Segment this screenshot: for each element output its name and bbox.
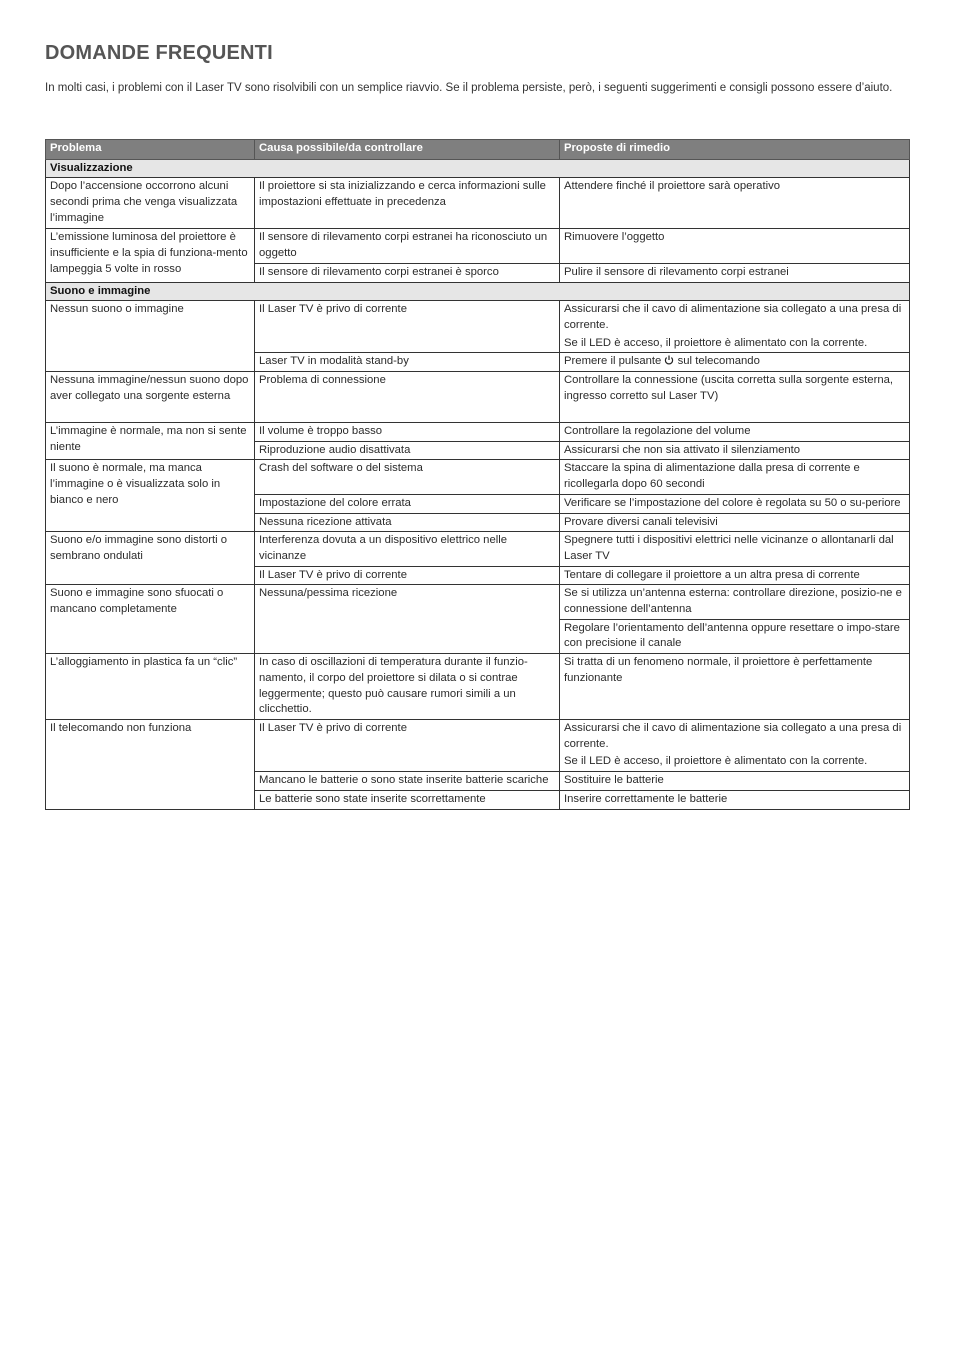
cause-cell: Il Laser TV è privo di corrente [255,301,560,353]
problem-cell: Nessuna immagine/nessun suono dopo aver collegato una sorgente esterna [46,372,255,423]
problem-cell: L’alloggiamento in plastica fa un “clic” [46,654,255,720]
remedy-cell: Inserire correttamente le batterie [560,790,910,809]
cause-cell: Il volume è troppo basso [255,423,560,442]
table-row [46,585,910,619]
remedy-cell: Pulire il sensore di rilevamento corpi estranei [560,263,910,282]
section-label: Visualizzazione [46,159,910,178]
remedy-cell: Controllare la regolazione del volume [560,423,910,442]
remedy-cell: Si tratta di un fenomeno normale, il proiettore è perfettamente funzionante [560,654,910,720]
cause-cell: Impostazione del colore errata [255,494,560,513]
table-header-row [46,140,910,160]
page-title: DOMANDE FREQUENTI [45,42,273,64]
cause-cell: Il Laser TV è privo di corrente [255,566,560,585]
cause-cell: Nessuna/pessima ricezione [255,585,560,654]
remedy-cell: Spegnere tutti i dispositivi elettrici nelle vicinanze o allontanarli dal Laser TV [560,532,910,566]
table-row [46,372,910,423]
remedy-text: Assicurarsi che il cavo di alimentazione sia collegato a una presa di corrente. [564,303,902,331]
header-remedy: Proposte di rimedio [560,140,910,160]
cause-cell: Mancano le batterie o sono state inserite batterie scariche [255,772,560,791]
cause-cell: Il proiettore si sta inizializzando e cerca informazioni sulle impostazioni effettuate in precedenza [255,178,560,229]
cause-cell: In caso di oscillazioni di temperatura durante il funzio-namento, il corpo del proiettore si dilata o si contrae leggermente; questo può causare rumori simili a un clicchettio. [255,654,560,720]
problem-cell: L’emissione luminosa del proiettore è insufficiente e la spia di funziona-mento lampeggia 5 volte in rosso [46,229,255,282]
remedy-cell: Staccare la spina di alimentazione dalla presa di corrente e ricollegarla dopo 60 secondi [560,460,910,494]
cause-cell: Il sensore di rilevamento corpi estranei è sporco [255,263,560,282]
problem-cell: L’immagine è normale, ma non si sente niente [46,423,255,460]
table-row [46,719,910,771]
header-cause: Causa possibile/da controllare [255,140,560,160]
remedy-cell [560,301,910,353]
table-row [46,229,910,263]
header-problem: Problema [46,140,255,160]
cause-cell: Il Laser TV è privo di corrente [255,719,560,771]
remedy-text: sul telecomando [677,355,760,368]
remedy-cell [560,719,910,771]
remedy-text: Assicurarsi che il cavo di alimentazione sia collegato a una presa di corrente. [564,721,902,750]
problem-cell: Nessun suono o immagine [46,301,255,372]
remedy-cell: Tentare di collegare il proiettore a un altra presa di corrente [560,566,910,585]
remedy-cell: Provare diversi canali televisivi [560,513,910,532]
table-row [46,460,910,494]
table-row [46,423,910,442]
table-row [46,654,910,720]
remedy-cell: Rimuovere l’oggetto [560,229,910,263]
cause-cell: Laser TV in modalità stand-by [255,353,560,372]
table-row [46,532,910,566]
cause-cell: Le batterie sono state inserite scorrettamente [255,790,560,809]
remedy-cell: Controllare la connessione (uscita corretta sulla sorgente esterna, ingresso corretto sul Laser TV) [560,372,910,423]
remedy-cell [560,353,910,372]
remedy-cell: Regolare l’orientamento dell’antenna oppure resettare o impo-stare con precisione il canale [560,619,910,653]
power-icon [664,355,674,365]
cause-cell: Crash del software o del sistema [255,460,560,494]
remedy-cell: Attendere finché il proiettore sarà operativo [560,178,910,229]
section-row-visualizzazione [46,159,910,178]
cause-cell: Nessuna ricezione attivata [255,513,560,532]
remedy-cell: Sostituire le batterie [560,772,910,791]
section-label: Suono e immagine [46,282,910,301]
remedy-text: Se il LED è acceso, il proiettore è alimentato con la corrente. [564,755,868,768]
cause-cell: Interferenza dovuta a un dispositivo elettrico nelle vicinanze [255,532,560,566]
remedy-cell: Se si utilizza un’antenna esterna: controllare direzione, posizio-ne e connessione dell’antenna [560,585,910,619]
cause-cell: Il sensore di rilevamento corpi estranei ha riconosciuto un oggetto [255,229,560,263]
section-row-suono [46,282,910,301]
table-row [46,178,910,229]
table-row [46,301,910,353]
problem-cell: Dopo l’accensione occorrono alcuni secondi prima che venga visualizzata l’immagine [46,178,255,229]
intro-paragraph: In molti casi, i problemi con il Laser TV sono risolvibili con un semplice riavvio. Se il problema persiste, però, i seguenti suggerimenti e consigli possono essere d’aiuto. [45,82,893,94]
remedy-cell: Verificare se l’impostazione del colore è regolata su 50 o su-periore [560,494,910,513]
remedy-text: Premere il pulsante [564,355,662,368]
problem-cell: Il suono è normale, ma manca l’immagine o è visualizzata solo in bianco e nero [46,460,255,532]
remedy-cell: Assicurarsi che non sia attivato il silenziamento [560,441,910,460]
problem-cell: Il telecomando non funziona [46,719,255,809]
remedy-text: Se il LED è acceso, il proiettore è alimentato con la corrente. [564,336,868,349]
cause-cell: Problema di connessione [255,372,560,423]
faq-table [45,139,910,810]
problem-cell: Suono e/o immagine sono distorti o sembrano ondulati [46,532,255,585]
cause-cell: Riproduzione audio disattivata [255,441,560,460]
problem-cell: Suono e immagine sono sfuocati o mancano completamente [46,585,255,654]
